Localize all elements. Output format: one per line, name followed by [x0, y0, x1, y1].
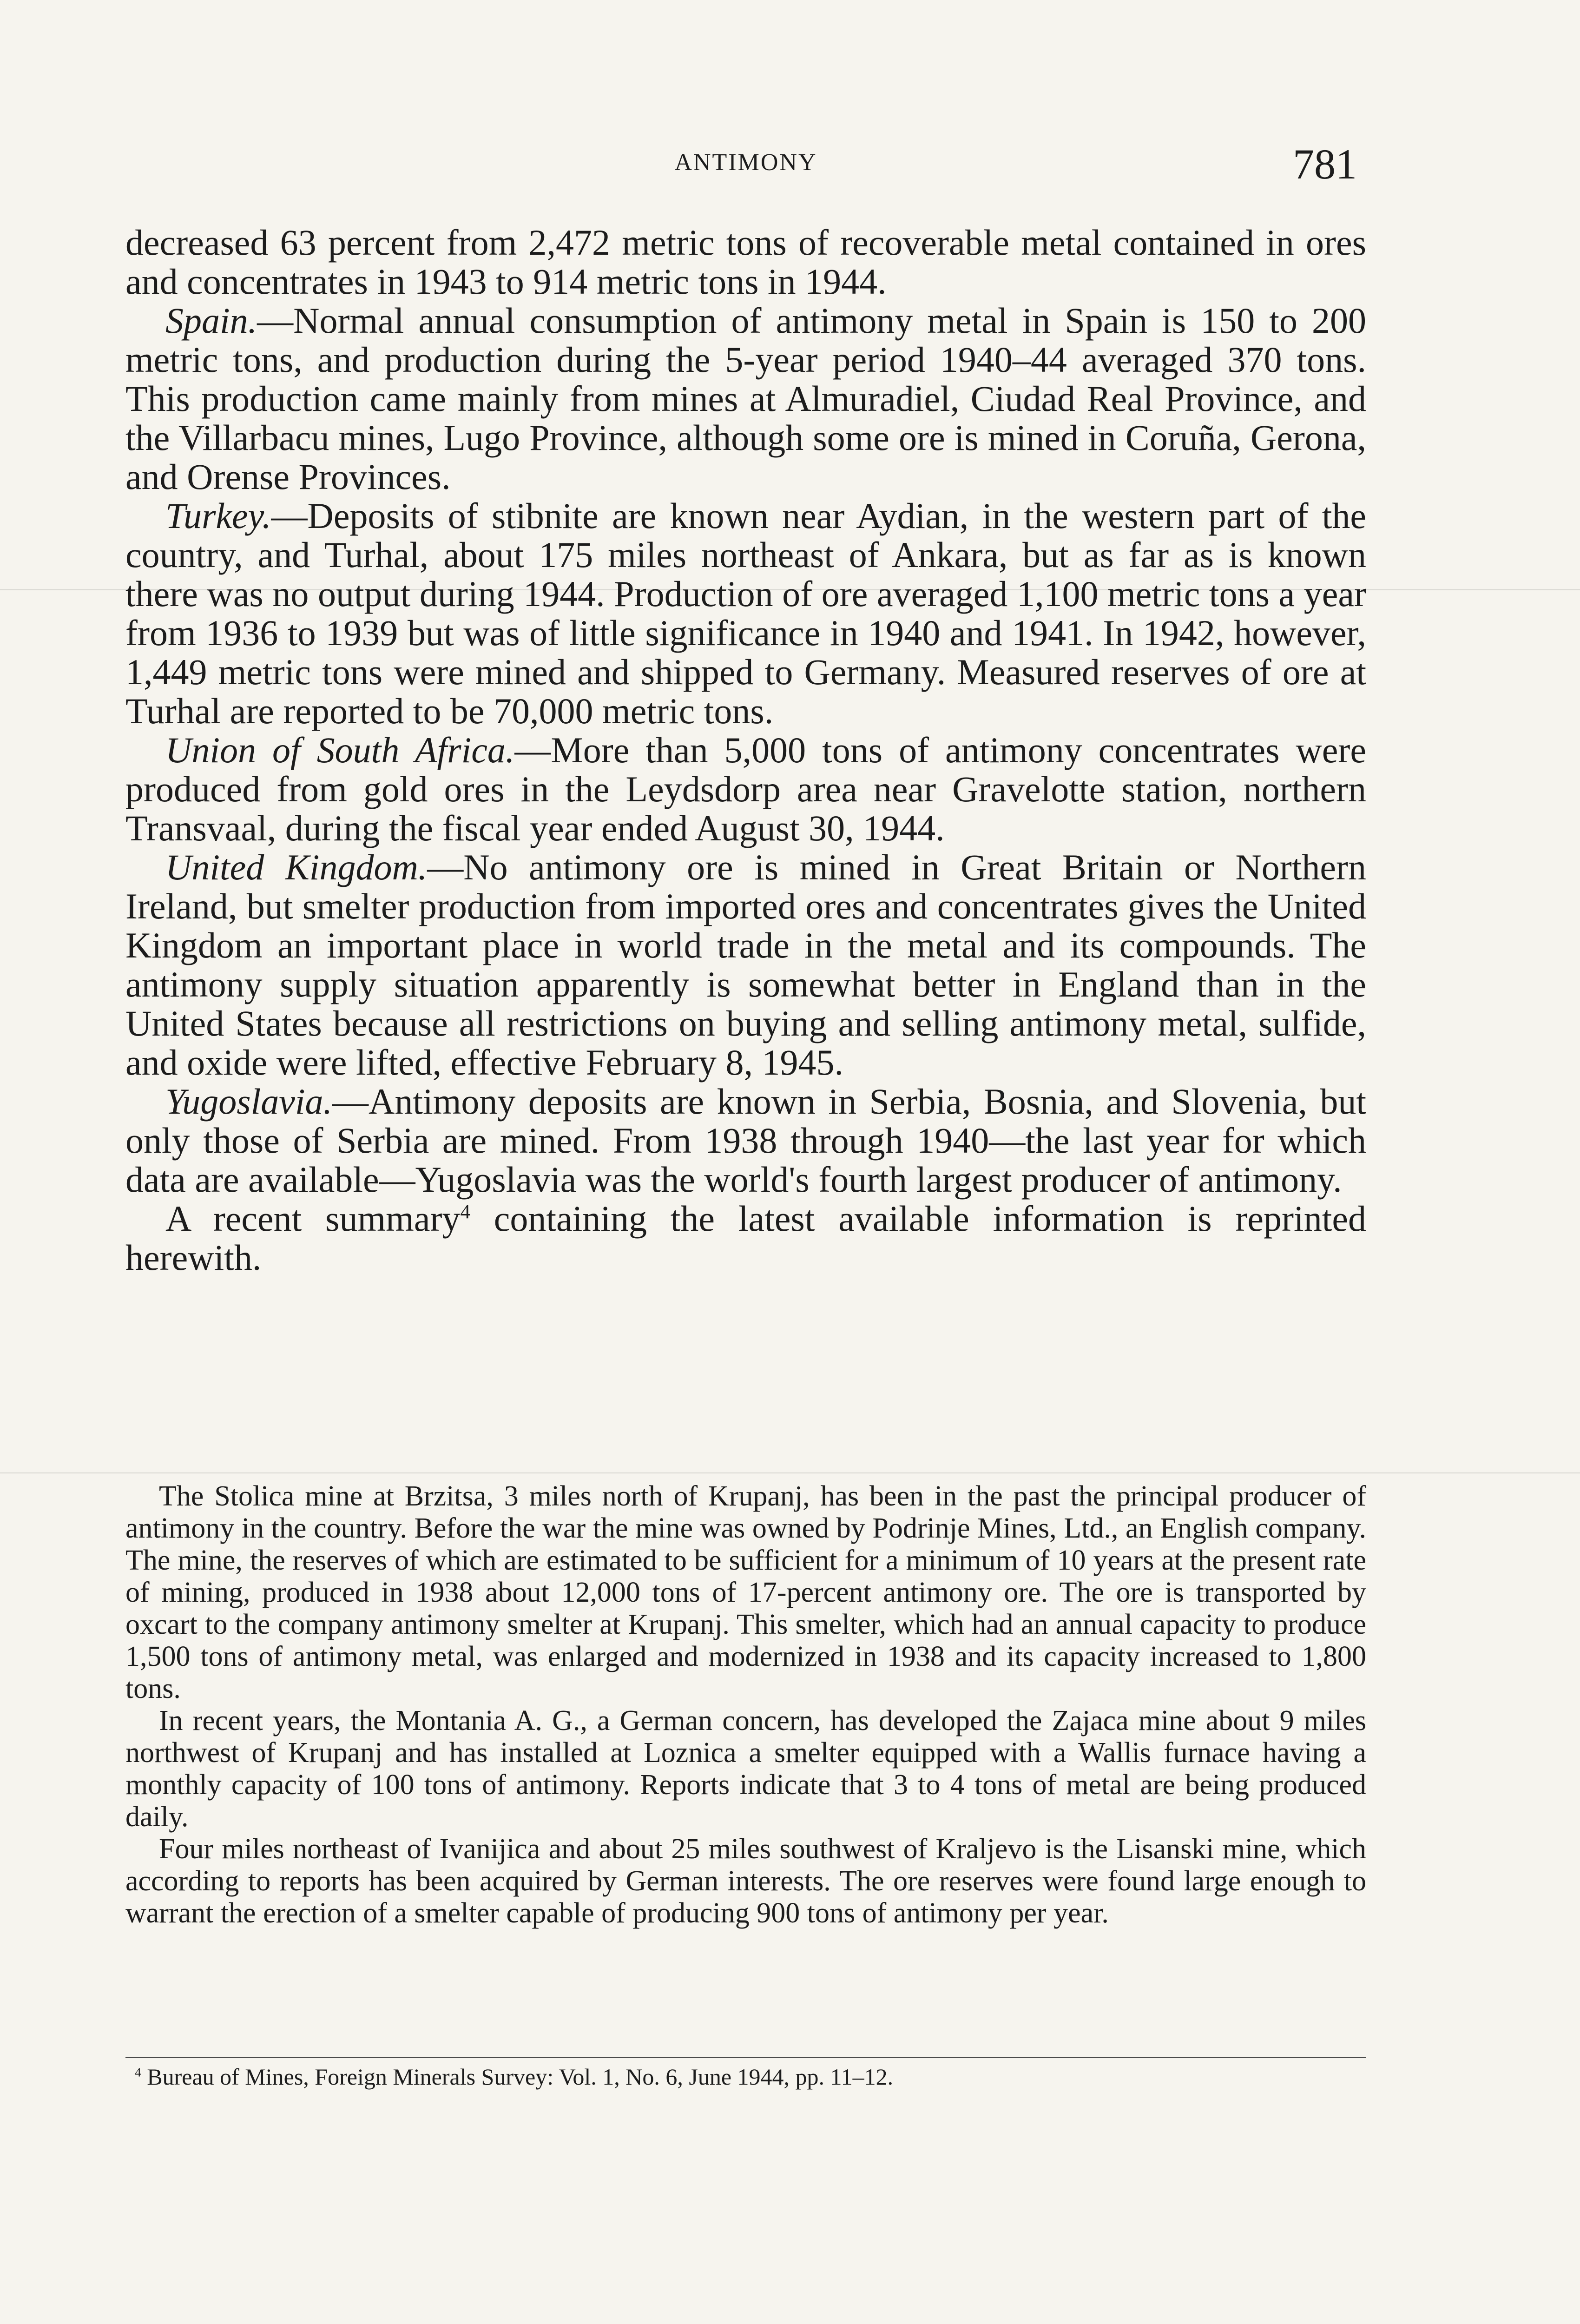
excerpt-paragraph-stolica: The Stolica mine at Brzitsa, 3 miles north of Krupanj, has been in the past the principal producer of antimony in the country. Before the war the mine was owned by Podrinje Mines, Ltd., an English company. The mine, the reserves of which are estimated to be sufficient for a minimum of 10 years at the present rate of mining, produced in 1938 about 12,000 tons of 17-percent antimony ore. The ore is transported by oxcart to the company antimony smelter at Krupanj. This smelter, which had an annual capacity to produce 1,500 tons of antimony metal, was enlarged and modernized in 1938 and its capacity increased to 1,800 tons.: [125, 1480, 1366, 1704]
country-heading-south-africa: Union of South Africa.: [165, 730, 515, 770]
excerpt-paragraph-lisanski: Four miles northeast of Ivanijica and about 25 miles southwest of Kraljevo is the Lisanski mine, which according to reports has been acquired by German interests. The ore reserves were found large enough to warrant the erection of a smelter capable of producing 900 tons of antimony per year.: [125, 1833, 1366, 1929]
paragraph-turkey-text: —Deposits of stibnite are known near Aydian, in the western part of the country, and Turhal, about 175 miles northeast of Ankara, but as far as is known there was no output during 1944. Production of ore averaged 1,100 metric tons a year from 1936 to 1939 but was of little significance in 1940 and 1941. In 1942, however, 1,449 metric tons were mined and shipped to Germany. Measured reserves of ore at Turhal are reported to be 70,000 metric tons.: [125, 495, 1366, 731]
excerpt-paragraph-zajaca: In recent years, the Montania A. G., a German concern, has developed the Zajaca mine about 9 miles northwest of Krupanj and has installed at Loznica a smelter equipped with a Wallis furnace having a monthly capacity of 100 tons of antimony. Reports indicate that 3 to 4 tons of metal are being produced daily.: [125, 1705, 1366, 1833]
paragraph-south-africa-text: —More than 5,000 tons of antimony concentrates were produced from gold ores in the Leydsdorp area near Gravelotte station, northern Transvaal, during the fiscal year ended August 30, 1944.: [125, 730, 1366, 848]
footnote-marker: 4: [135, 2065, 141, 2080]
paragraph-turkey: [125, 496, 1366, 731]
paragraph-spain: [125, 301, 1366, 496]
summary-intro-end: containing the latest available information is reprinted herewith.: [125, 1198, 1366, 1278]
country-heading-spain: Spain.: [165, 300, 257, 341]
paragraph-summary-intro: [125, 1199, 1366, 1277]
paragraph-spain-text: —Normal annual consumption of antimony metal in Spain is 150 to 200 metric tons, and production during the 5-year period 1940–44 averaged 370 tons. This production came mainly from mines at Almuradiel, Ciudad Real Province, and the Villarbacu mines, Lugo Province, although some ore is mined in Coruña, Gerona, and Orense Provinces.: [125, 300, 1366, 497]
country-heading-yugoslavia: Yugoslavia.: [165, 1081, 333, 1122]
footnote-divider: [125, 2057, 1366, 2058]
footnote-reference: 4: [460, 1201, 470, 1223]
quoted-excerpt: [125, 1480, 1366, 1929]
summary-intro-start: A recent summary: [165, 1198, 461, 1239]
running-title: ANTIMONY: [674, 149, 817, 176]
country-heading-turkey: Turkey.: [165, 495, 271, 536]
paragraph-continuation: decreased 63 percent from 2,472 metric tons of recoverable metal contained in ores and concentrates in 1943 to 914 metric tons in 1944.: [125, 222, 1366, 302]
paragraph-yugoslavia: [125, 1082, 1366, 1199]
footnote: [135, 2064, 1357, 2090]
paragraph-united-kingdom: [125, 848, 1366, 1082]
paragraph-south-africa: [125, 731, 1366, 848]
country-heading-united-kingdom: United Kingdom.: [165, 847, 428, 887]
page-number: 781: [1293, 140, 1357, 188]
page-header: [125, 139, 1366, 195]
paragraph-yugoslavia-text: —Antimony deposits are known in Serbia, Bosnia, and Slovenia, but only those of Serbia are mined. From 1938 through 1940—the last year for which data are available—Yugoslavia was the world's fourth largest producer of antimony.: [125, 1081, 1366, 1200]
footnote-text: Bureau of Mines, Foreign Minerals Survey: Vol. 1, No. 6, June 1944, pp. 11–12.: [141, 2064, 894, 2090]
scan-artifact-line: [0, 1472, 1580, 1473]
main-text: [125, 223, 1366, 1277]
paragraph-united-kingdom-text: —No antimony ore is mined in Great Britain or Northern Ireland, but smelter production from imported ores and concentrates gives the United Kingdom an important place in world trade in the metal and its compounds. The antimony supply situation apparently is somewhat better in England than in the United States because all restrictions on buying and selling antimony metal, sulfide, and oxide were lifted, effective February 8, 1945.: [125, 847, 1366, 1083]
